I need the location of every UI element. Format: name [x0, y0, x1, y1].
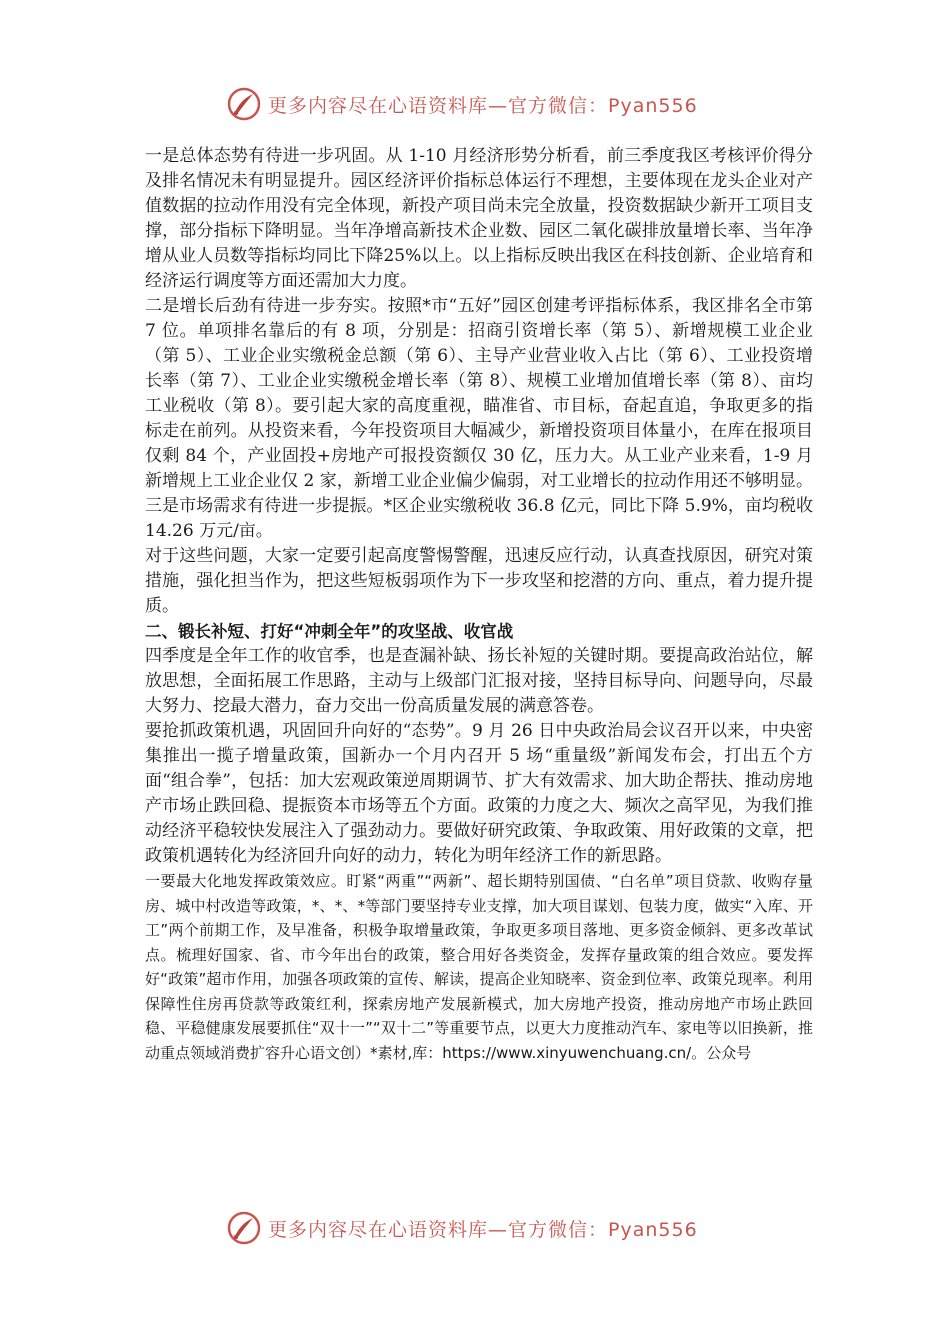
document-body [145, 144, 813, 1065]
paragraph-5: 要抢抓政策机遇，巩固回升向好的“态势”。9 月 26 日中央政治局会议召开以来，中央密集推出一揽子增量政策，国新办一个月内召开 5 场“重量级”新闻发布会，打出五个方面“组合拳”，包括：加大宏观政策逆周期调节、扩大有效需求、加大助企帮扶、推动房地产市场止跌回稳、提振资本市场等五个方面。政策的力度之大、频次之高罕见，为我们推动经济平稳较快发展注入了强劲动力。要做好研究政策、争取政策、用好政策的文章，把政策机遇转化为经济回升向好的动力，转化为明年经济工作的新思路。 [145, 721, 813, 866]
brush-logo-icon [226, 1210, 262, 1246]
footer-watermark-banner [226, 1208, 746, 1248]
paragraph-6: 一要最大化地发挥政策效应。盯紧“两重”“两新”、超长期特别国债、“白名单”项目贷款、收购存量房、城中村改造等政策，*、*、*等部门要坚持专业支撑，加大项目谋划、包装力度，做实“入库、开工”两个前期工作，及早准备，积极争取增量政策，争取更多项目落地、更多资金倾斜、更多改革试点。梳理好国家、省、市今年出台的政策，整合用好各类资金，发挥存量政策的组合效应。要发挥好“政策”超市作用，加强各项政策的宣传、解读，提高企业知晓率、资金到位率、政策兑现率。利用保障性住房再贷款等政策红利，探索房地产发展新模式，加大房地产投资，推动房地产市场止跌回稳、平稳健康发展要抓住“双十一”“双十二”等重要节点，以更大力度推动汽车、家电等以旧换新，推动重点领域消费扩容升心语文创）*素材,库：https://www.xinyuwenchuang.cn/。公众号 [145, 872, 813, 1062]
paragraph-2: 二是增长后劲有待进一步夯实。按照*市“五好”园区创建考评指标体系，我区排名全市第 7 位。单项排名靠后的有 8 项，分别是：招商引资增长率（第 5）、新增规模工业企业（第 5）、工业企业实缴税金总额（第 6）、主导产业营业收入占比（第 6）、工业投资增长率（第 7）、工业企业实缴税金增长率（第 8）、规模工业增加值增长率（第 8）、亩均工业税收（第 8）。要引起大家的高度重视，瞄准省、市目标，奋起直追，争取更多的指标走在前列。从投资来看，今年投资项目大幅减少，新增投资项目体量小，在库在报项目仅剩 84 个，产业固投+房地产可报投资额仅 30 亿，压力大。从工业产业来看，1-9 月新增规上工业企业仅 2 家，新增工业企业偏少偏弱，对工业增长的拉动作用还不够明显。三是市场需求有待进一步提振。*区企业实缴税收 36.8 亿元，同比下降 5.9%，亩均税收 14.26 万元/亩。 [145, 296, 813, 541]
paragraph-3: 对于这些问题，大家一定要引起高度警惕警醒，迅速反应行动，认真查找原因，研究对策措施，强化担当作为，把这些短板弱项作为下一步攻坚和挖潜的方向、重点，着力提升提质。 [145, 546, 813, 616]
paragraph-4: 四季度是全年工作的收官季，也是查漏补缺、扬长补短的关键时期。要提高政治站位，解放思想，全面拓展工作思路，主动与上级部门汇报对接，坚持目标导向、问题导向，尽最大努力、挖最大潜力，奋力交出一份高质量发展的满意答卷。 [145, 646, 813, 716]
header-watermark-banner [226, 84, 746, 124]
section-heading: 二、锻长补短、打好“冲刺全年”的攻坚战、收官战 [145, 622, 514, 641]
brush-logo-icon [226, 86, 262, 122]
banner-text: 更多内容尽在心语资料库—官方微信：Pyan556 [268, 1218, 698, 1241]
paragraph-1: 一是总体态势有待进一步巩固。从 1-10 月经济形势分析看，前三季度我区考核评价得分及排名情况未有明显提升。园区经济评价指标总体运行不理想，主要体现在龙头企业对产值数据的拉动作用没有完全体现，新投产项目尚未完全放量，投资数据缺少新开工项目支撑，部分指标下降明显。当年净增高新技术企业数、园区二氧化碳排放量增长率、当年净增从业人员数等指标均同比下降25%以上。以上指标反映出我区在科技创新、企业培育和经济运行调度等方面还需加大力度。 [145, 146, 813, 291]
banner-text: 更多内容尽在心语资料库—官方微信：Pyan556 [268, 94, 698, 117]
